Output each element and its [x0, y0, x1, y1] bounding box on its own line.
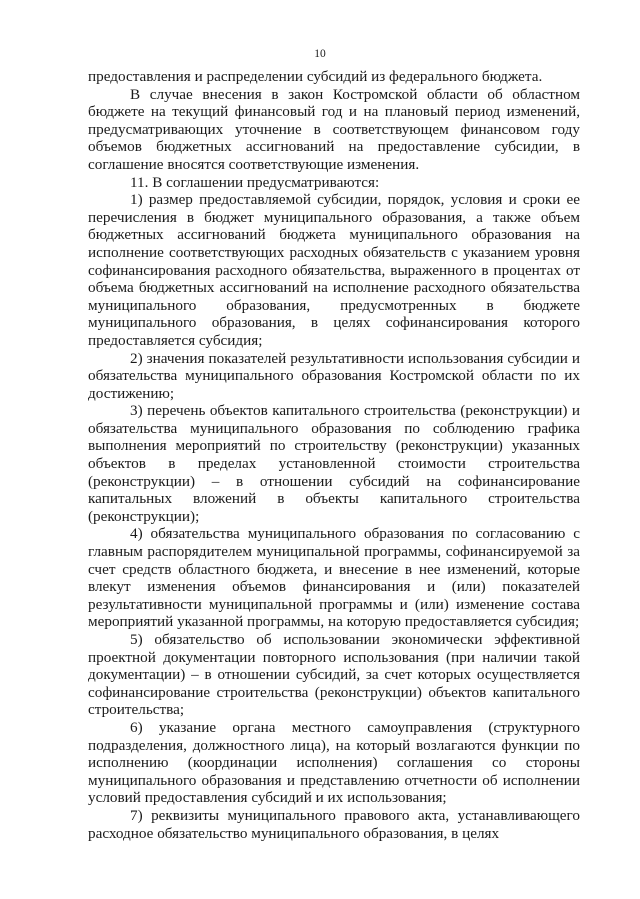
- paragraph-subitem-7: 7) реквизиты муниципального правового акта, устанавливающего расходное обязательство муниципального образования, в целях: [88, 806, 580, 842]
- paragraph-amendments: В случае внесения в закон Костромской области об областном бюджете на текущий финансовый год и на плановый период изменений, предусматривающих уточнение в соответствующем финансовом году объемов бюджетных ассигнований на предоставление субсидии, в соглашение вносятся соответствующие изменения.: [88, 85, 580, 173]
- document-body: [88, 68, 580, 842]
- page-number: 10: [314, 48, 326, 60]
- paragraph-subitem-6: 6) указание органа местного самоуправления (структурного подразделения, должностного лица), на который возлагаются функции по исполнению (координации исполнения) соглашения со стороны муниципального образования и представлению отчетности об исполнении условий предоставления субсидий и их использования;: [88, 718, 580, 807]
- paragraph-subitem-3: 3) перечень объектов капитального строительства (реконструкции) и обязательства муниципального образования по соблюдению графика выполнения мероприятий по строительству (реконструкции) указанных объектов в пределах установленной стоимости строительства (реконструкции) – в отношении субсидий на софинансирование капитальных вложений в объекты капитального строительства (реконструкции);: [88, 402, 580, 525]
- paragraph-subitem-1: 1) размер предоставляемой субсидии, порядок, условия и сроки ее перечисления в бюджет муниципального образования, а также объем бюджетных ассигнований бюджета муниципального образования на исполнение соответствующих расходных обязательств с указанием уровня софинансирования расходного обязательства, выраженного в процентах от объема бюджетных ассигнований на исполнение расходного обязательства муниципального образования, предусмотренных в бюджете муниципального образования, в целях софинансирования которого предоставляется субсидия;: [88, 191, 580, 349]
- paragraph-subitem-4: 4) обязательства муниципального образования по согласованию с главным распорядителем муниципальной программы, софинансируемой за счет средств областного бюджета, и внесение в нее изменений, которые влекут изменения объемов финансирования и (или) показателей результативности муниципальной программы и (или) изменение состава мероприятий указанной программы, на которую предоставляется субсидия;: [88, 525, 580, 631]
- paragraph-continuation: предоставления и распределении субсидий из федерального бюджета.: [88, 68, 543, 85]
- paragraph-subitem-5: 5) обязательство об использовании экономически эффективной проектной документации повторного использования (при наличии такой документации) – в отношении субсидий, за счет которых осуществляется софинансирование строительства (реконструкции) объектов капитального строительства;: [88, 631, 580, 719]
- paragraph-subitem-2: 2) значения показателей результативности использования субсидии и обязательства муниципального образования Костромской области по их достижению;: [88, 349, 580, 402]
- paragraph-item-11: 11. В соглашении предусматриваются:: [130, 173, 380, 191]
